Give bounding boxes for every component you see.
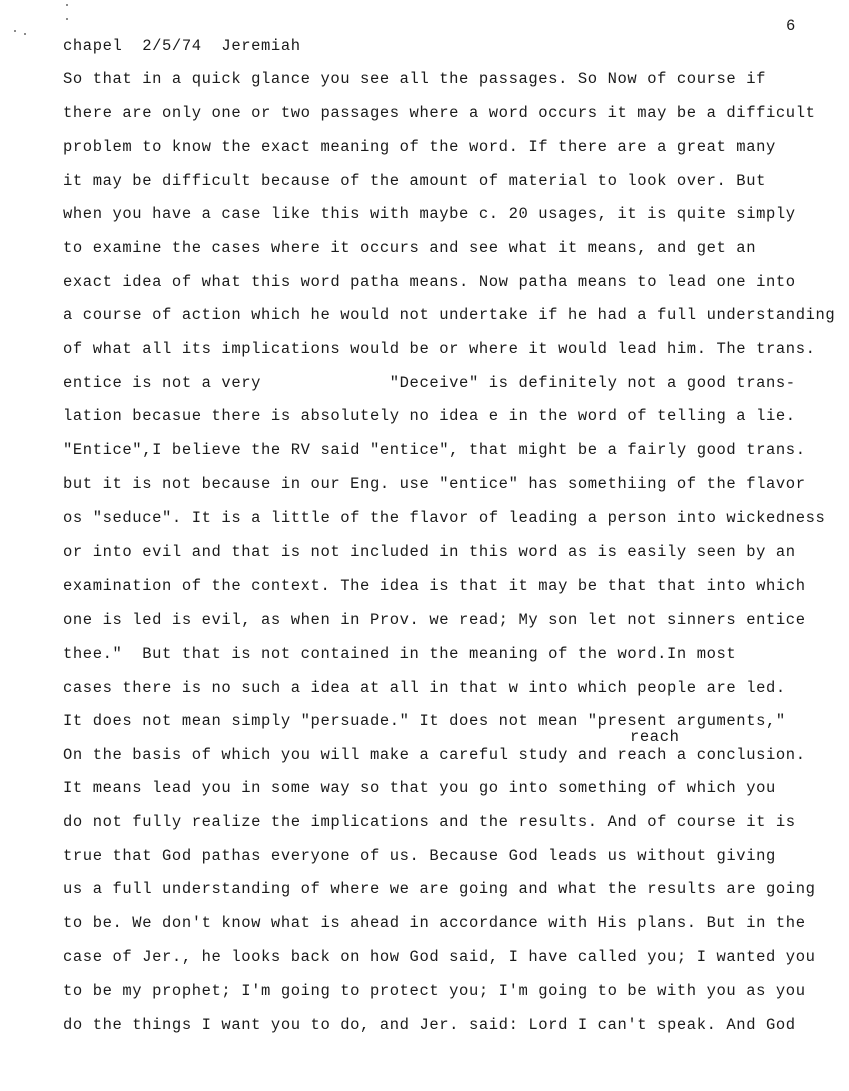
text-line: there are only one or two passages where a word occurs it may be a difficult [63,104,816,122]
text-line: it may be difficult because of the amount of material to look over. But [63,172,767,190]
text-line: true that God pathas everyone of us. Because God leads us without giving [63,847,776,865]
document-header: chapel 2/5/74 Jeremiah [63,37,301,55]
text-line: problem to know the exact meaning of the word. If there are a great many [63,138,776,156]
text-line: So that in a quick glance you see all the passages. So Now of course if [63,70,767,88]
scan-speck [24,33,26,35]
text-line: case of Jer., he looks back on how God said, I have called you; I wanted you [63,948,816,966]
text-line: do not fully realize the implications and the results. And of course it is [63,813,796,831]
text-line: one is led is evil, as when in Prov. we read; My son let not sinners entice [63,611,806,629]
scan-speck [66,4,68,6]
text-line: os "seduce". It is a little of the flavor of leading a person into wickedness [63,509,826,527]
text-line: It does not mean simply "persuade." It does not mean "present arguments," [63,712,786,730]
text-line: examination of the context. The idea is that it may be that that into which [63,577,806,595]
text-line: "Entice",I believe the RV said "entice", that might be a fairly good trans. [63,441,806,459]
text-line: It means lead you in some way so that you go into something of which you [63,779,776,797]
text-line: On the basis of which you will make a careful study and reach a conclusion. [63,746,806,764]
text-line: to examine the cases where it occurs and see what it means, and get an [63,239,757,257]
text-line: exact idea of what this word patha means. Now patha means to lead one into [63,273,796,291]
text-line: to be my prophet; I'm going to protect you; I'm going to be with you as you [63,982,806,1000]
text-line: do the things I want you to do, and Jer. said: Lord I can't speak. And God [63,1016,796,1034]
text-line: cases there is no such a idea at all in that w into which people are led. [63,679,786,697]
text-line: thee." But that is not contained in the meaning of the word.In most [63,645,737,663]
text-line: entice is not a very "Deceive" is definitely not a good trans- [63,374,796,392]
page-number: 6 [786,17,796,35]
marginal-note: reach [630,728,680,746]
text-line: of what all its implications would be or where it would lead him. The trans. [63,340,816,358]
scan-speck [14,30,16,32]
text-line: to be. We don't know what is ahead in accordance with His plans. But in the [63,914,806,932]
text-line: lation becasue there is absolutely no idea e in the word of telling a lie. [63,407,796,425]
text-line: when you have a case like this with maybe c. 20 usages, it is quite simply [63,205,796,223]
scan-speck [66,18,68,20]
text-line: or into evil and that is not included in this word as is easily seen by an [63,543,796,561]
text-line: us a full understanding of where we are going and what the results are going [63,880,816,898]
text-line: a course of action which he would not undertake if he had a full understanding [63,306,836,324]
text-line: but it is not because in our Eng. use "entice" has somethiing of the flavor [63,475,806,493]
